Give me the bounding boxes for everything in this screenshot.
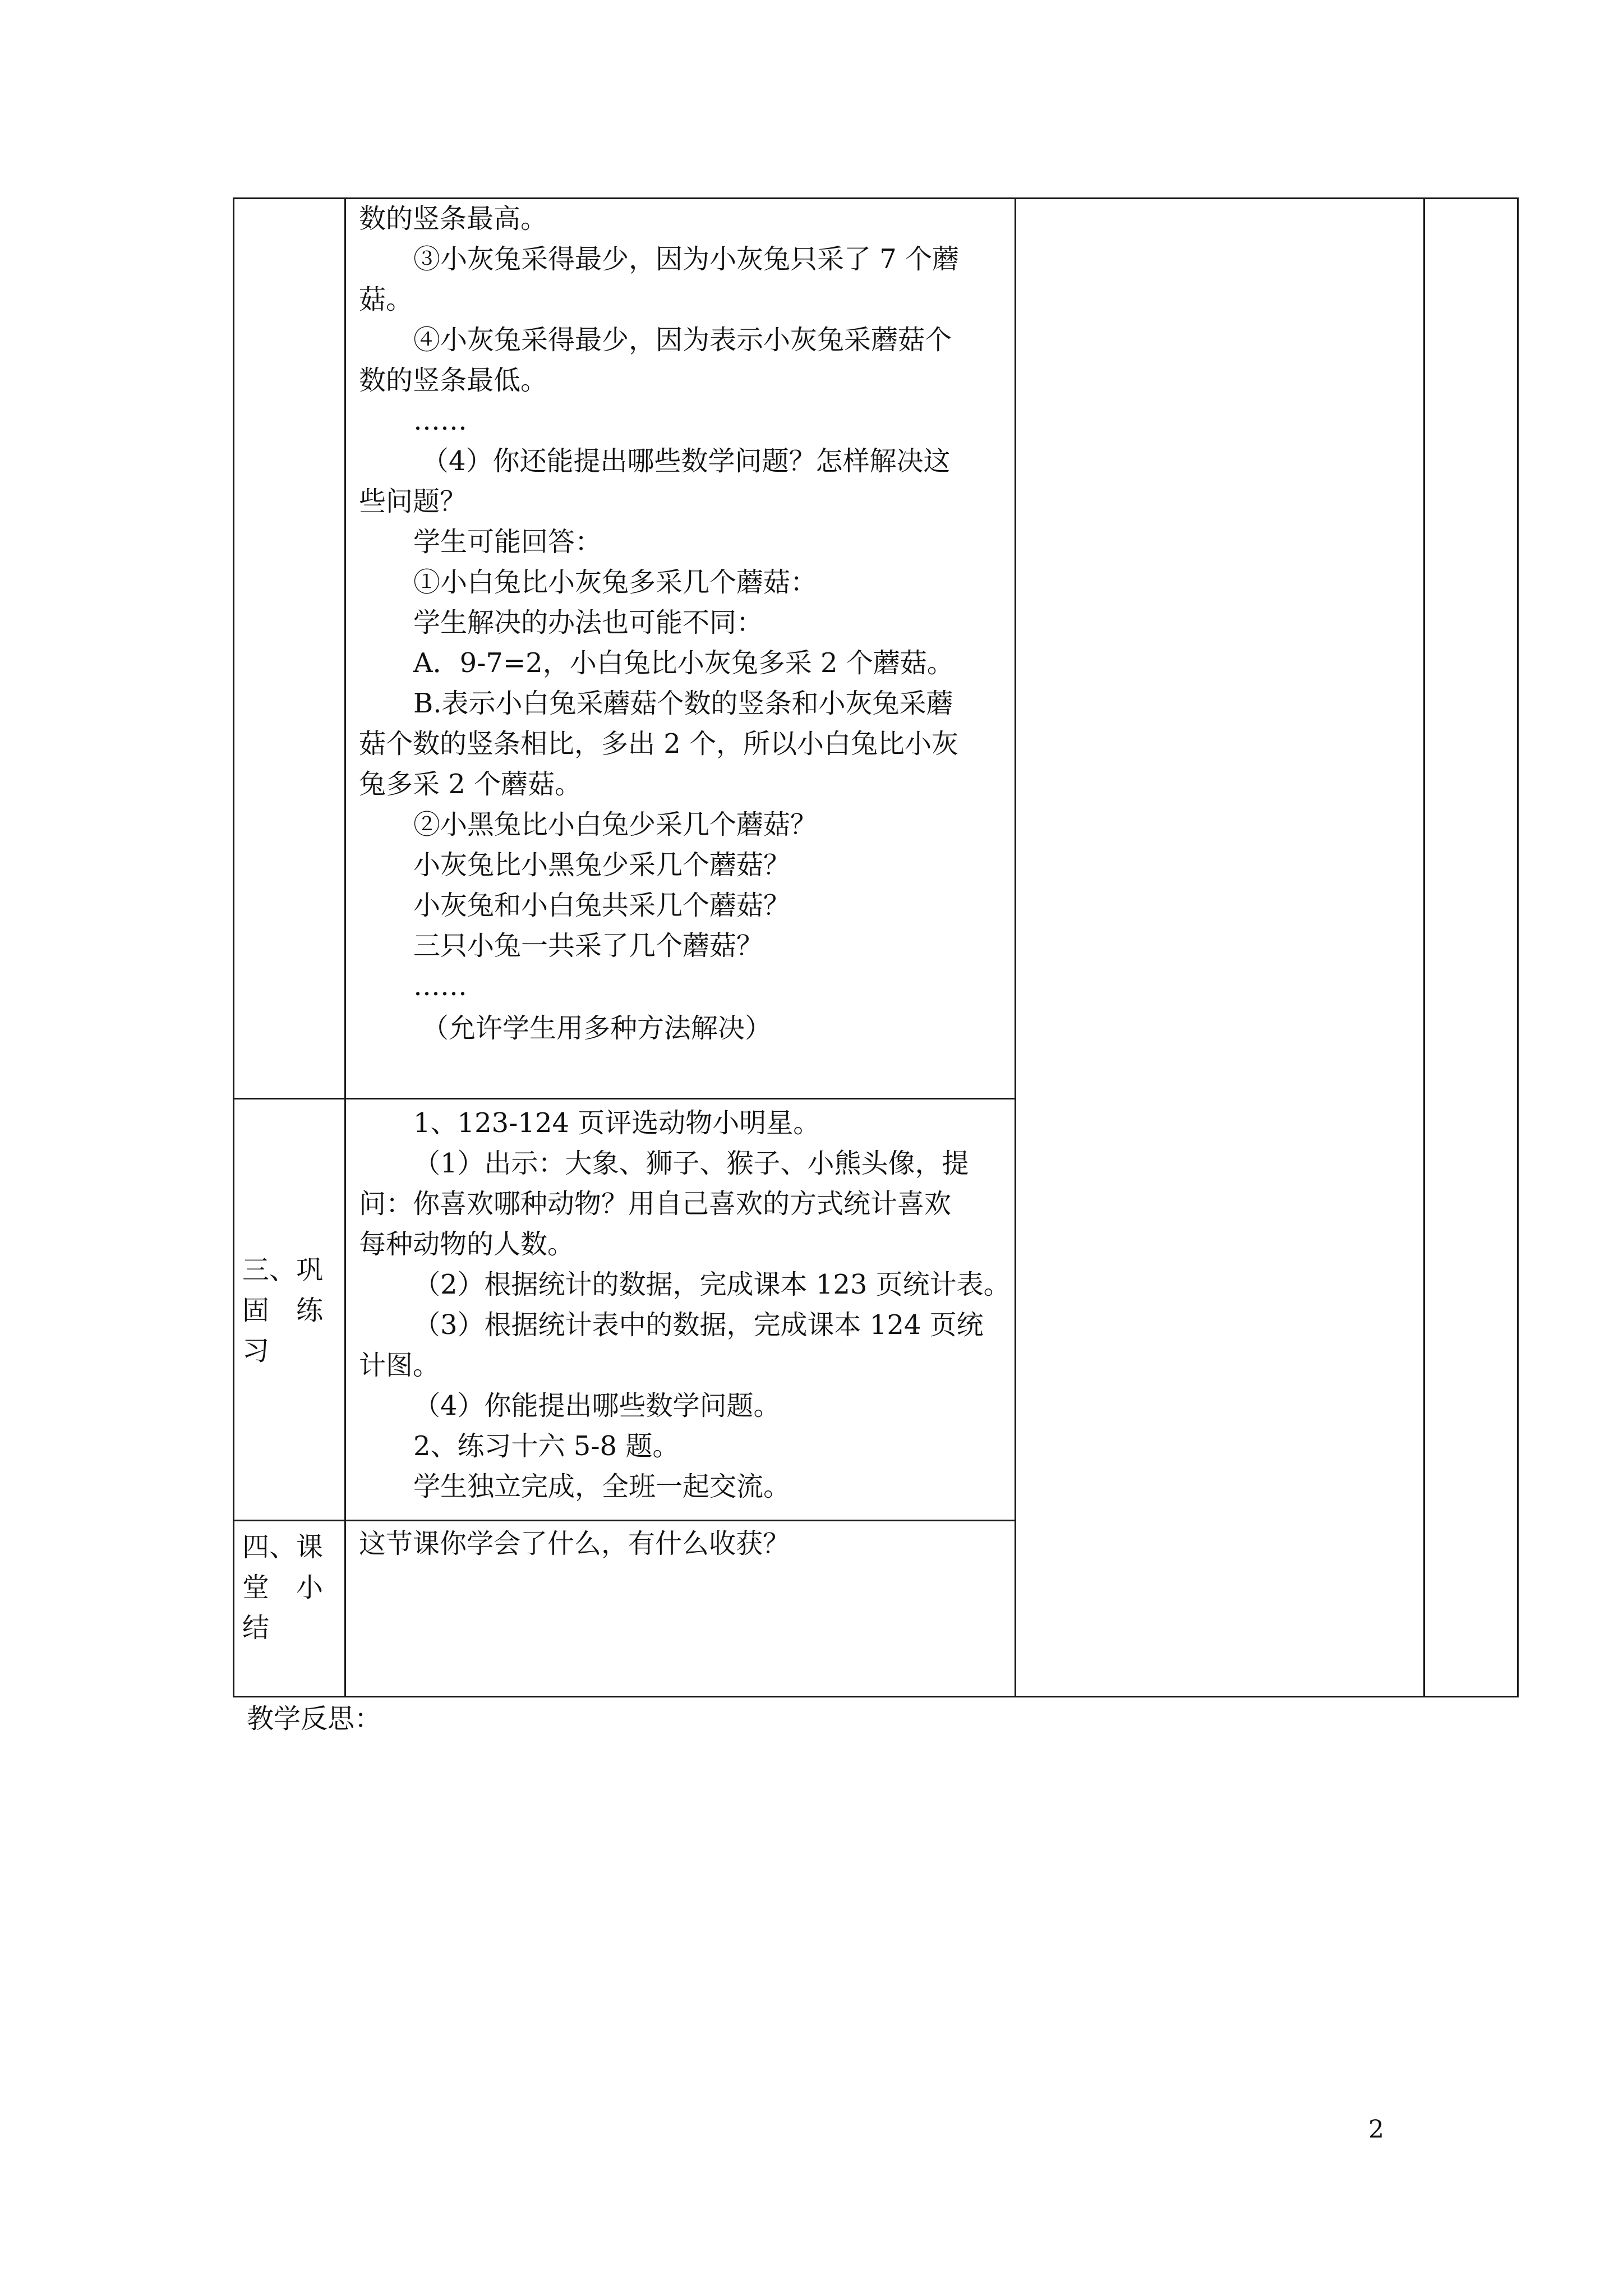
row2-line-1: 1、123-124 页评选动物小明星。 [413,1107,820,1139]
row1-line-13: B.表示小白兔采蘑菇个数的竖条和小灰兔采蘑 [413,688,953,719]
row2-line-8: （4）你能提出哪些数学问题。 [413,1390,781,1421]
row1-line-19: 三只小兔一共采了几个蘑菇？ [413,930,764,961]
row1-line-7: （4）你还能提出哪些数学问题？怎样解决这 [422,445,951,477]
row1-line-5: 数的竖条最低。 [359,365,548,396]
row3-label-line-3: 结 [242,1612,270,1644]
row-divider-1 [233,1098,1016,1099]
row2-line-3: 问：你喜欢哪种动物？用自己喜欢的方式统计喜欢 [359,1188,952,1220]
row2-line-4: 每种动物的人数。 [359,1228,575,1260]
row1-line-6: …… [413,405,467,436]
row3-label-cell [241,1522,342,1694]
row2-line-6: （3）根据统计表中的数据，完成课本 124 页统 [413,1309,984,1341]
row3-label-line-2: 堂 小 [242,1572,324,1603]
row2-line-5: （2）根据统计的数据，完成课本 123 页统计表。 [413,1269,1011,1300]
row1-line-4: ④小灰兔采得最少，因为表示小灰兔采蘑菇个 [413,324,952,356]
row2-line-2: （1）出示：大象、狮子、猴子、小熊头像，提 [413,1148,969,1179]
row1-line-8: 些问题？ [359,486,467,517]
row1-line-18: 小灰兔和小白兔共采几个蘑菇？ [413,890,791,921]
row1-line-21: （允许学生用多种方法解决） [422,1013,772,1044]
row2-line-10: 学生独立完成，全班一起交流。 [413,1471,791,1502]
row2-label-line-2: 固 练 [242,1295,324,1326]
row1-line-12: A．9-7=2，小白兔比小灰兔多采 2 个蘑菇。 [413,647,954,679]
row3-line-1: 这节课你学会了什么，有什么收获？ [359,1528,790,1559]
row2-line-7: 计图。 [359,1350,440,1381]
row1-line-2: ③小灰兔采得最少，因为小灰兔只采了 7 个蘑 [413,243,960,275]
row1-line-9: 学生可能回答： [413,526,602,558]
row-divider-2 [233,1520,1016,1521]
row1-line-10: ①小白兔比小灰兔多采几个蘑菇： [413,567,818,598]
row2-content [359,1106,1009,1516]
table-top-border [233,197,1519,199]
row2-label-line-3: 习 [242,1335,270,1366]
col-border-label [344,197,346,1697]
row1-line-11: 学生解决的办法也可能不同： [413,607,764,638]
reflection-label: 教学反思： [247,1703,382,1734]
table-bottom-border [233,1696,1519,1697]
row3-content [359,1527,1009,1690]
page-number: 2 [1368,2115,1384,2144]
col-border-notes [1423,197,1425,1697]
row1-line-3: 菇。 [359,284,413,315]
row1-line-20: …… [413,970,467,1002]
row1-line-16: ②小黑兔比小白兔少采几个蘑菇？ [413,809,818,840]
row1-line-17: 小灰兔比小黑兔少采几个蘑菇？ [413,849,791,881]
col-border-left [233,197,234,1697]
row2-label-line-1: 三、巩 [242,1254,324,1286]
col-border-content [1015,197,1016,1697]
row2-line-9: 2、练习十六 5-8 题。 [413,1430,680,1462]
row2-label-cell [241,1101,342,1519]
row1-line-15: 兔多采 2 个蘑菇。 [359,769,582,800]
col-border-right [1517,197,1519,1697]
row1-line-14: 菇个数的竖条相比，多出 2 个，所以小白兔比小灰 [359,728,959,760]
row1-line-1: 数的竖条最高。 [359,203,548,234]
row1-content [359,202,1009,1094]
row3-label-line-1: 四、课 [242,1531,324,1563]
